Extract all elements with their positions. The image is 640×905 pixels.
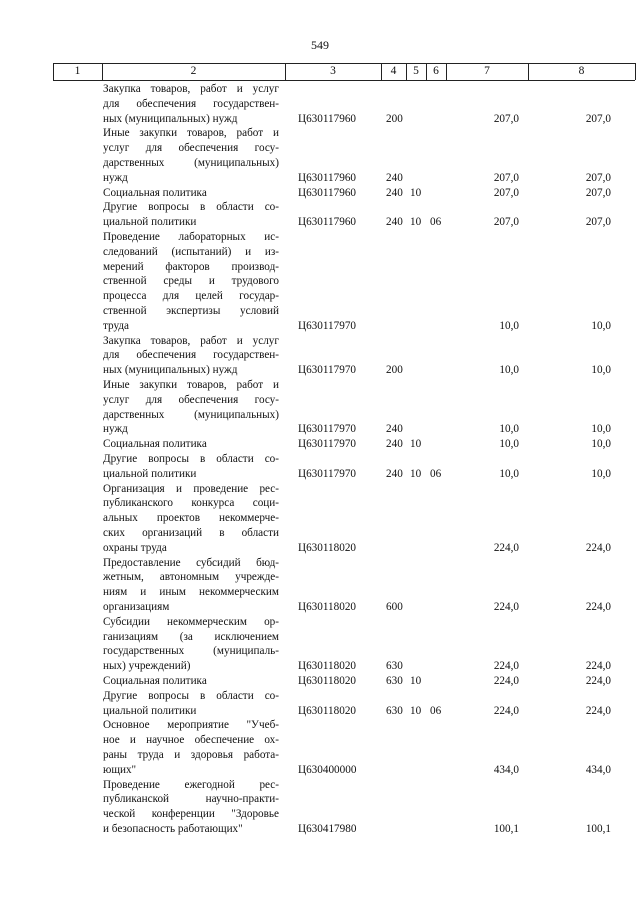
row-code: Ц630117960 [298, 112, 357, 125]
row-value-7: 10,0 [499, 423, 519, 436]
description-line: Закупка товаров, работ и услуг [103, 83, 279, 95]
description-line: Предоставление субсидий бюд- [103, 556, 279, 569]
description-line: следований (испытаний) и из- [103, 245, 279, 258]
header-col-6: 6 [433, 65, 439, 77]
table-row [0, 230, 640, 334]
description-line: дарственных (муниципальных) [103, 156, 279, 169]
row-col-5: 10 [410, 216, 422, 229]
row-col-5: 10 [410, 467, 422, 480]
row-value-7: 207,0 [493, 112, 519, 125]
row-code: Ц630117960 [298, 186, 357, 199]
description-line: услуг для обеспечения госу- [103, 142, 279, 155]
header-col-7: 7 [484, 65, 490, 77]
header-col-5: 5 [413, 65, 419, 77]
row-code: Ц630118020 [298, 600, 357, 613]
table-row [0, 186, 640, 201]
table-row [0, 718, 640, 777]
row-description [103, 482, 279, 556]
description-line: ных (муниципальных) нужд [103, 112, 238, 125]
row-col-4: 240 [386, 467, 403, 480]
row-col-4: 200 [386, 112, 403, 125]
description-line: ственной среды и трудового [103, 275, 279, 288]
table-row [0, 482, 640, 556]
description-line: Проведение лабораторных ис- [103, 231, 279, 243]
row-value-8: 10,0 [591, 319, 611, 332]
row-code: Ц630118020 [298, 660, 357, 673]
row-col-5: 10 [410, 704, 422, 717]
row-value-8: 434,0 [585, 763, 611, 776]
description-line: Другие вопросы в области со- [103, 689, 279, 702]
description-line: ганизациям (за исключением [103, 630, 279, 643]
table-row [0, 452, 640, 482]
table-row [0, 615, 640, 674]
row-code: Ц630117960 [298, 216, 357, 229]
table-row [0, 126, 640, 185]
row-code: Ц630417980 [298, 822, 357, 835]
row-code: Ц630118020 [298, 541, 357, 554]
row-col-6: 06 [430, 467, 442, 480]
description-line: Организация и проведение рес- [103, 482, 279, 495]
description-line: дарственных (муниципальных) [103, 408, 279, 421]
row-code: Ц630117960 [298, 171, 357, 184]
description-line: Социальная политика [103, 438, 207, 451]
row-value-8: 224,0 [585, 704, 611, 717]
description-line: публиканского конкурса соци- [103, 497, 279, 510]
description-line: Социальная политика [103, 675, 207, 687]
row-col-4: 630 [386, 675, 403, 687]
row-value-8: 224,0 [585, 541, 611, 554]
row-value-8: 10,0 [591, 438, 611, 451]
description-line: охраны труда [103, 541, 167, 554]
row-col-6: 06 [430, 704, 442, 717]
row-value-8: 224,0 [585, 600, 611, 613]
row-value-8: 207,0 [585, 171, 611, 184]
description-line: Субсидии некоммерческим ор- [103, 615, 279, 628]
row-description [103, 126, 279, 185]
table-row [0, 674, 640, 689]
description-line: ственной экспертизы условий [103, 304, 279, 317]
row-value-7: 224,0 [493, 600, 519, 613]
description-line: ских организаций в области [103, 526, 279, 539]
row-value-7: 224,0 [493, 675, 519, 687]
description-line: организациям [103, 600, 170, 613]
row-description [103, 674, 279, 689]
row-col-4: 630 [386, 704, 403, 717]
row-col-4: 240 [386, 186, 403, 199]
row-col-5: 10 [410, 186, 422, 199]
row-description [103, 437, 279, 452]
row-value-8: 224,0 [585, 660, 611, 673]
row-description [103, 718, 279, 777]
description-line: мерений факторов производ- [103, 260, 279, 273]
row-value-7: 224,0 [493, 704, 519, 717]
row-value-7: 10,0 [499, 319, 519, 332]
row-description [103, 452, 279, 482]
description-line: ниям и иным некоммерческим [103, 586, 279, 599]
row-value-7: 207,0 [493, 216, 519, 229]
row-col-4: 240 [386, 171, 403, 184]
row-description [103, 200, 279, 230]
row-value-7: 10,0 [499, 467, 519, 480]
row-description [103, 689, 279, 719]
description-line: циальной политики [103, 216, 197, 229]
row-description [103, 334, 279, 378]
row-value-7: 10,0 [499, 364, 519, 377]
row-value-7: 207,0 [493, 186, 519, 199]
table-row [0, 334, 640, 378]
row-value-7: 224,0 [493, 541, 519, 554]
description-line: Закупка товаров, работ и услуг [103, 334, 279, 347]
row-value-7: 224,0 [493, 660, 519, 673]
row-description [103, 778, 279, 837]
row-col-4: 600 [386, 600, 403, 613]
row-description [103, 186, 279, 201]
row-value-8: 207,0 [585, 216, 611, 229]
description-line: Другие вопросы в области со- [103, 201, 279, 214]
description-line: Иные закупки товаров, работ и [103, 379, 279, 391]
page-number: 549 [311, 38, 329, 52]
row-description [103, 615, 279, 674]
header-col-4: 4 [390, 65, 397, 77]
description-line: труда [103, 319, 130, 332]
header-col-8: 8 [578, 65, 585, 77]
description-line: государственных (муниципаль- [103, 645, 279, 658]
description-line: для обеспечения государствен- [103, 97, 279, 110]
table-row [0, 778, 640, 837]
table-row [0, 378, 640, 437]
description-line: ных) учреждений) [103, 660, 191, 673]
description-line: альных проектов некоммерче- [103, 512, 279, 525]
description-line: Социальная политика [103, 186, 207, 199]
table-row [0, 556, 640, 615]
description-line: циальной политики [103, 704, 197, 717]
row-value-8: 224,0 [585, 675, 611, 687]
header-col-2: 2 [190, 65, 197, 77]
row-code: Ц630400000 [298, 763, 357, 776]
description-line: нужд [103, 423, 128, 436]
table-row [0, 82, 640, 126]
row-col-4: 240 [386, 216, 403, 229]
row-col-4: 630 [386, 660, 403, 673]
row-code: Ц630117970 [298, 364, 357, 377]
row-value-8: 10,0 [591, 423, 611, 436]
row-col-5: 10 [410, 438, 422, 451]
description-line: ческой конференции "Здоровье [103, 808, 279, 821]
row-value-7: 207,0 [493, 171, 519, 184]
row-description [103, 82, 279, 126]
row-description [103, 378, 279, 437]
row-value-8: 207,0 [585, 112, 611, 125]
description-line: Другие вопросы в области со- [103, 453, 279, 465]
description-line: процесса для целей государ- [103, 290, 279, 303]
table-row [0, 200, 640, 230]
row-value-8: 10,0 [591, 467, 611, 480]
row-col-4: 200 [386, 364, 403, 377]
description-line: услуг для обеспечения госу- [103, 393, 279, 406]
table-row [0, 437, 640, 452]
description-line: ное и научное обеспечение ох- [103, 734, 279, 747]
row-col-5: 10 [410, 675, 422, 687]
description-line: циальной политики [103, 467, 197, 480]
description-line: нужд [103, 171, 128, 184]
row-code: Ц630117970 [298, 467, 357, 480]
row-col-4: 240 [386, 438, 403, 451]
row-col-4: 240 [386, 423, 403, 436]
description-line: ющих" [103, 763, 137, 776]
row-code: Ц630117970 [298, 423, 357, 436]
row-value-8: 10,0 [591, 364, 611, 377]
row-value-7: 434,0 [493, 763, 519, 776]
description-line: публиканской научно-практи- [103, 793, 279, 806]
description-line: Иные закупки товаров, работ и [103, 127, 279, 140]
description-line: для обеспечения государствен- [103, 349, 279, 362]
row-description [103, 230, 279, 334]
row-value-8: 207,0 [585, 186, 611, 199]
row-col-6: 06 [430, 216, 442, 229]
header-col-1: 1 [74, 65, 81, 77]
description-line: ных (муниципальных) нужд [103, 364, 238, 377]
row-code: Ц630118020 [298, 675, 357, 687]
table-row [0, 689, 640, 719]
row-code: Ц630117970 [298, 438, 357, 451]
description-line: раны труда и здоровья работа- [103, 748, 279, 761]
description-line: Проведение ежегодной рес- [103, 778, 279, 791]
row-value-7: 10,0 [499, 438, 519, 451]
description-line: и безопасность работающих" [103, 822, 243, 835]
description-line: жетным, автономным учрежде- [103, 571, 279, 584]
row-code: Ц630118020 [298, 704, 357, 717]
header-col-3: 3 [330, 65, 336, 77]
row-description [103, 556, 279, 615]
row-value-7: 100,1 [493, 822, 519, 835]
description-line: Основное мероприятие "Учеб- [103, 719, 279, 732]
row-code: Ц630117970 [298, 319, 357, 332]
row-value-8: 100,1 [585, 822, 611, 835]
